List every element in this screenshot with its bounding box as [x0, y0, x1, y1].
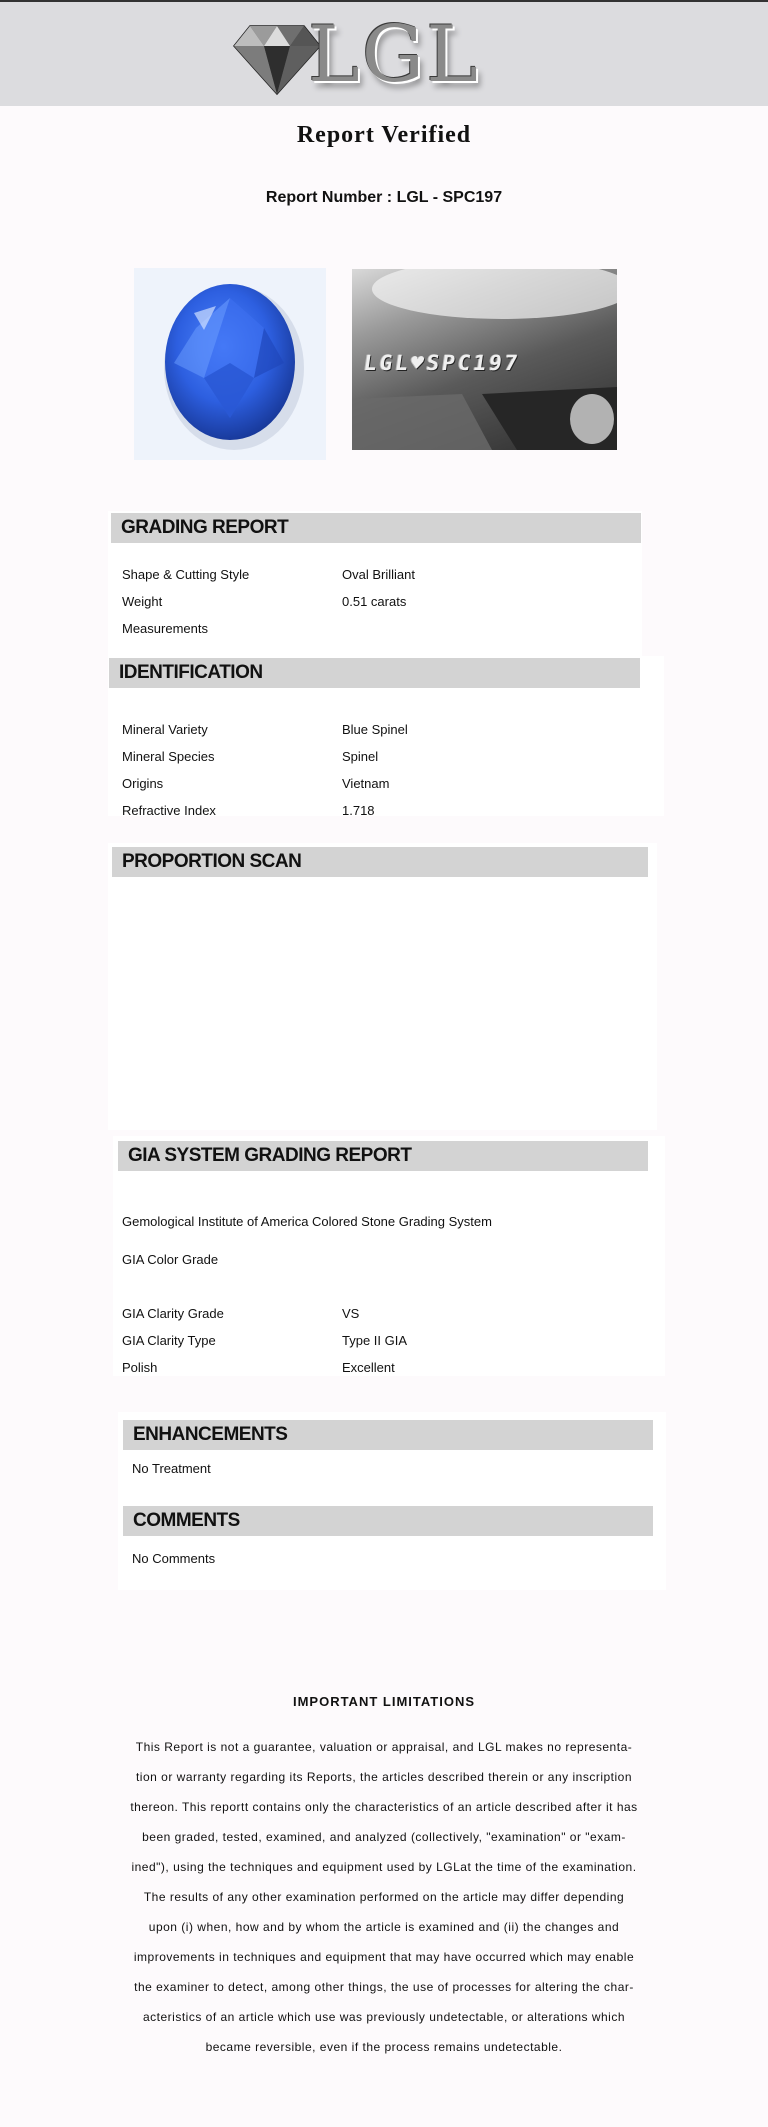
- gemstone-image: [134, 268, 326, 460]
- row-label: Weight: [122, 594, 163, 609]
- limitations-line: thereon. This reportt contains only the characteristics of an article described after it has: [130, 1800, 638, 1814]
- gia-color-grade-label: GIA Color Grade: [122, 1252, 219, 1267]
- row-label: Measurements: [122, 621, 208, 636]
- row-label: Mineral Species: [122, 749, 215, 764]
- proportion-scan-heading: PROPORTION SCAN: [112, 847, 648, 877]
- row-value: Type II GIA: [342, 1333, 408, 1348]
- limitations-line: improvements in techniques and equipment that may have occurred which may enable: [133, 1950, 635, 1964]
- row-value: VS: [342, 1306, 360, 1321]
- gemstone-photo: [134, 268, 326, 460]
- row-label: Polish: [122, 1360, 158, 1375]
- comments-text: No Comments: [132, 1551, 216, 1566]
- inscription-text: LGL♥SPC197: [362, 351, 523, 375]
- limitations-body: [116, 1732, 652, 2062]
- row-value: Blue Spinel: [342, 722, 408, 737]
- row-value: 1.718: [342, 803, 375, 818]
- page-title: Report Verified: [296, 122, 472, 148]
- limitations-line: The results of any other examination performed on the article may differ depending: [143, 1890, 625, 1904]
- row-label: Shape & Cutting Style: [122, 567, 250, 582]
- limitations-line: became reversible, even if the process remains undetectable.: [205, 2040, 563, 2054]
- enhancements-text: No Treatment: [132, 1461, 211, 1476]
- row-value: Oval Brilliant: [342, 567, 415, 582]
- comments-heading: COMMENTS: [123, 1506, 653, 1536]
- limitations-line: acteristics of an article which use was previously undetectable, or alterations which: [142, 2010, 626, 2024]
- limitations-line: the examiner to detect, among other things, the use of processes for altering the char-: [134, 1980, 634, 1994]
- limitations-line: This Report is not a guarantee, valuation or appraisal, and LGL makes no representa-: [135, 1740, 633, 1754]
- row-value: 0.51 carats: [342, 594, 407, 609]
- row-value: Vietnam: [342, 776, 390, 791]
- identification-heading: IDENTIFICATION: [109, 658, 640, 688]
- proportion-scan-panel: [108, 843, 657, 1130]
- row-label: GIA Clarity Grade: [122, 1306, 224, 1321]
- limitations-line: been graded, tested, examined, and analyzed (collectively, "examination" or "exam-: [142, 1830, 626, 1844]
- site-header: [0, 0, 768, 106]
- row-label: Refractive Index: [122, 803, 216, 818]
- logo-text: LGL: [308, 10, 480, 100]
- grading-report-heading: GRADING REPORT: [111, 513, 641, 543]
- row-value: Excellent: [342, 1360, 395, 1375]
- row-label: Mineral Variety: [122, 722, 208, 737]
- laser-inscription-photo: [352, 269, 617, 450]
- limitations-heading: IMPORTANT LIMITATIONS: [292, 1694, 476, 1709]
- report-number: Report Number : LGL - SPC197: [265, 189, 503, 206]
- row-label: GIA Clarity Type: [122, 1333, 216, 1348]
- limitations-line: ined"), using the techniques and equipment used by LGLat the time of the examination.: [131, 1860, 637, 1874]
- gia-system-name: Gemological Institute of America Colored Stone Grading System: [122, 1214, 492, 1229]
- limitations-line: tion or warranty regarding its Reports, the articles described therein or any inscription: [135, 1770, 633, 1784]
- gia-grading-heading: GIA SYSTEM GRADING REPORT: [118, 1141, 648, 1171]
- row-value: Spinel: [342, 749, 379, 764]
- enhancements-heading: ENHANCEMENTS: [123, 1420, 653, 1450]
- limitations-line: upon (i) when, how and by whom the article is examined and (ii) the changes and: [148, 1920, 620, 1934]
- row-label: Origins: [122, 776, 164, 791]
- lgl-logo[interactable]: [232, 10, 492, 100]
